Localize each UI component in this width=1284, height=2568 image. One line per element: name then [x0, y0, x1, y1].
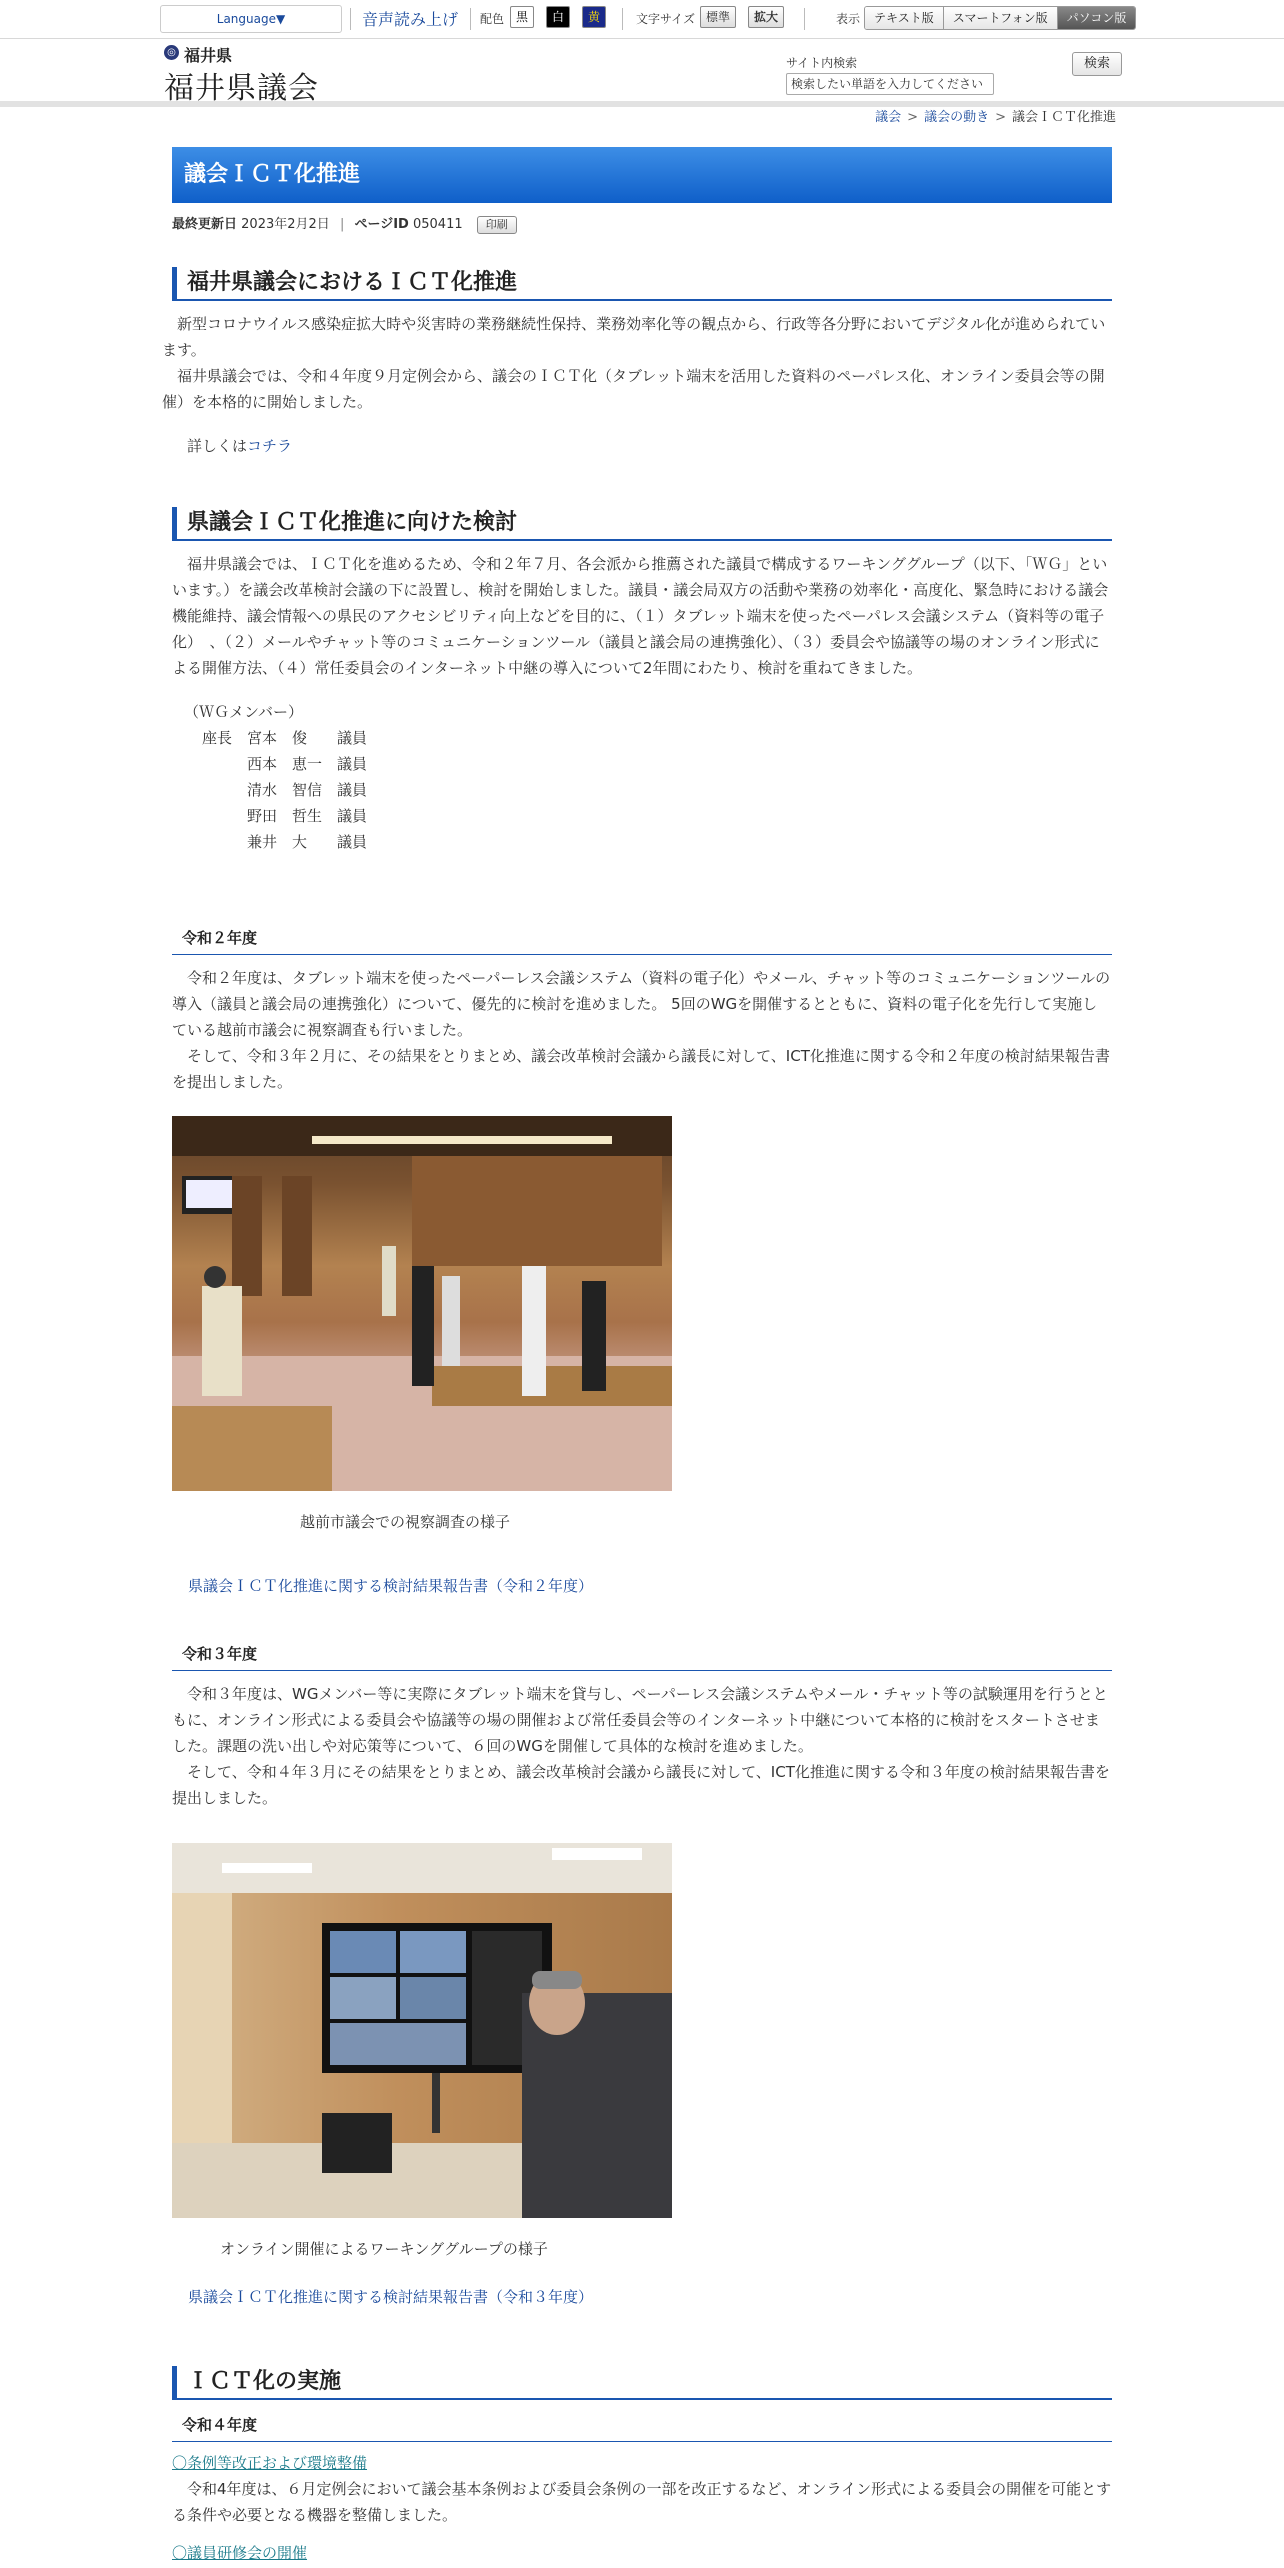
divider	[804, 8, 805, 30]
voice-reader-link[interactable]: 音声読み上げ	[362, 10, 459, 29]
fontsize-normal-button[interactable]: 標準	[700, 6, 736, 28]
breadcrumb: 議会 > 議会の動き > 議会ＩＣＴ化推進	[875, 110, 1116, 125]
subsection-heading: 令和３年度	[172, 1643, 1112, 1671]
prefecture-emblem-icon: ◎	[164, 45, 179, 60]
page-id-label: ページID	[354, 217, 409, 232]
members-title: （ＷＧメンバー）	[184, 703, 303, 721]
photo-caption: 越前市議会での視察調査の様子	[300, 1513, 511, 1531]
paragraph: そして、令和４年３月にその結果をとりまとめ、議会改革検討会議から議長に対して、ICT化推進に関する令和３年度の検討結果報告書を提出しました。	[172, 1763, 1110, 1807]
pc-version-button[interactable]: パソコン版	[1058, 7, 1136, 29]
details-link[interactable]: コチラ	[247, 437, 293, 455]
subsection-heading: 令和２年度	[172, 927, 1112, 955]
section-ict-study	[172, 507, 1112, 855]
text-version-button[interactable]: テキスト版	[865, 7, 944, 29]
section-heading: 県議会ＩＣＴ化推進に向けた検討	[172, 507, 1112, 541]
paragraph: 令和4年度は、６月定例会において議会基本条例および委員会条例の一部を改正するなど、オンライン形式による委員会の開催を可能とする条件や必要となる機器を整備しました。	[172, 2480, 1112, 2524]
fontsize-label: 文字サイズ	[636, 12, 696, 26]
section-heading: ＩＣＴ化の実施	[172, 2366, 1112, 2400]
photo-caption-block	[172, 1509, 1112, 1599]
main-content	[162, 147, 1112, 2562]
paragraph: 福井県議会では、ＩＣＴ化を進めるため、令和２年７月、各会派から推薦された議員で構成するワーキンググループ（以下、「ＷＧ」といいます。）を議会改革検討会議の下に設置し、検討を開始しました。議員・議会局双方の活動や業務の効率化・高度化、緊急時における議会機能維持、議会情報への県民のアクセシビリティ向上などを目的に、（１）タブレット端末を使ったペーパレス会議システム（資料等の電子化） 、（２）メールやチャット等のコミュニケーションツール（議員と議会局の連携強化）、（３）委員会や協議等の場のオンライン形式による開催方法、（４）常任委員会のインターネット中継の導入について2年間にわたり、検討を重ねてきました。	[172, 555, 1109, 677]
section-reiwa2	[172, 927, 1112, 1095]
member-item: 清水 智信 議員	[202, 781, 368, 799]
updated-date: 2023年2月2日	[241, 217, 330, 232]
view-label: 表示	[836, 12, 861, 26]
utility-bar	[0, 0, 1284, 39]
color-white-button[interactable]: 白	[546, 6, 570, 28]
site-header	[0, 39, 1284, 107]
divider	[350, 8, 351, 30]
paragraph: 令和２年度は、タブレット端末を使ったペーパーレス会議システム（資料の電子化）やメール、チャット等のコミュニケーションツールの導入（議員と議会局の連携強化）について、優先的に検討を進めました。 5回のWGを開催するとともに、資料の電子化を先行して実施している越前市議会に視察調査も行いました。	[172, 969, 1111, 1039]
color-yellow-button[interactable]: 黄	[582, 6, 606, 28]
report-link-reiwa2[interactable]: 県議会ＩＣＴ化推進に関する検討結果報告書（令和２年度）	[188, 1577, 594, 1595]
page-title: 議会ＩＣＴ化推進	[172, 147, 1112, 203]
smartphone-version-button[interactable]: スマートフォン版	[944, 7, 1058, 29]
paragraph: 令和３年度は、WGメンバー等に実際にタブレット端末を貸与し、ペーパーレス会議システムやメール・チャット等の試験運用を行うとともに、オンライン形式による委員会や協議等の場の開催および常任委員会等のインターネット中継について本格的に検討をスタートさせました。課題の洗い出しや対応策等について、６回のWGを開催して具体的な検討を進めました。	[172, 1685, 1108, 1755]
more-prefix: 詳しくは	[172, 437, 248, 455]
view-mode-group	[864, 6, 1136, 30]
paragraph: 福井県議会では、令和４年度９月定例会から、議会のＩＣＴ化（タブレット端末を活用した資料のペーパレス化、オンライン委員会等の開催）を本格的に開始しました。	[162, 367, 1105, 411]
breadcrumb-link-council[interactable]: 議会	[875, 110, 902, 125]
search-label: サイト内検索	[786, 56, 858, 70]
color-label: 配色	[480, 12, 505, 26]
training-session-link[interactable]: 〇議員研修会の開催	[172, 2544, 308, 2562]
color-black-button[interactable]: 黒	[510, 6, 534, 28]
member-item: 兼井 大 議員	[202, 833, 368, 851]
photo-caption: オンライン開催によるワーキンググループの様子	[220, 2240, 548, 2258]
section-ict-promotion	[162, 267, 1112, 459]
print-button[interactable]: 印刷	[477, 216, 517, 234]
language-select[interactable]: Language▼	[160, 5, 342, 33]
fontsize-large-button[interactable]: 拡大	[748, 6, 784, 28]
paragraph: そして、令和３年２月に、その結果をとりまとめ、議会改革検討会議から議長に対して、ICT化推進に関する令和２年度の検討結果報告書を提出しました。	[172, 1047, 1110, 1091]
divider	[622, 8, 623, 30]
subsection-heading: 令和４年度	[172, 2414, 1112, 2442]
section-heading: 福井県議会におけるＩＣＴ化推進	[172, 267, 1112, 301]
report-link-reiwa3[interactable]: 県議会ＩＣＴ化推進に関する検討結果報告書（令和３年度）	[188, 2288, 594, 2306]
member-item: 野田 哲生 議員	[202, 807, 368, 825]
paragraph: 新型コロナウイルス感染症拡大時や災害時の業務継続性保持、業務効率化等の観点から、行政等各分野においてデジタル化が進められています。	[162, 315, 1106, 359]
page-id: 050411	[412, 217, 463, 232]
breadcrumb-link-activities[interactable]: 議会の動き	[924, 110, 990, 125]
member-item: 座長 宮本 俊 議員	[202, 729, 368, 747]
photo-caption-block	[172, 2236, 1112, 2310]
prefecture-name: 福井県	[184, 46, 233, 65]
divider	[470, 8, 471, 30]
site-logo[interactable]: 福井県議会	[164, 71, 319, 106]
ordinance-revision-link[interactable]: 〇条例等改正および環境整備	[172, 2454, 368, 2472]
photo-site-visit	[172, 1116, 672, 1491]
section-ict-implementation	[172, 2366, 1112, 2566]
search-input[interactable]: 検索したい単語を入力してください	[786, 73, 994, 95]
updated-label: 最終更新日	[172, 217, 238, 232]
member-item: 西本 恵一 議員	[202, 755, 368, 773]
page-meta: 最終更新日 2023年2月2日 | ページID 050411 印刷	[172, 215, 1112, 235]
breadcrumb-current: 議会ＩＣＴ化推進	[1011, 110, 1116, 125]
section-reiwa3	[172, 1643, 1112, 1811]
photo-online-meeting	[172, 1843, 672, 2218]
search-button[interactable]: 検索	[1072, 52, 1122, 76]
